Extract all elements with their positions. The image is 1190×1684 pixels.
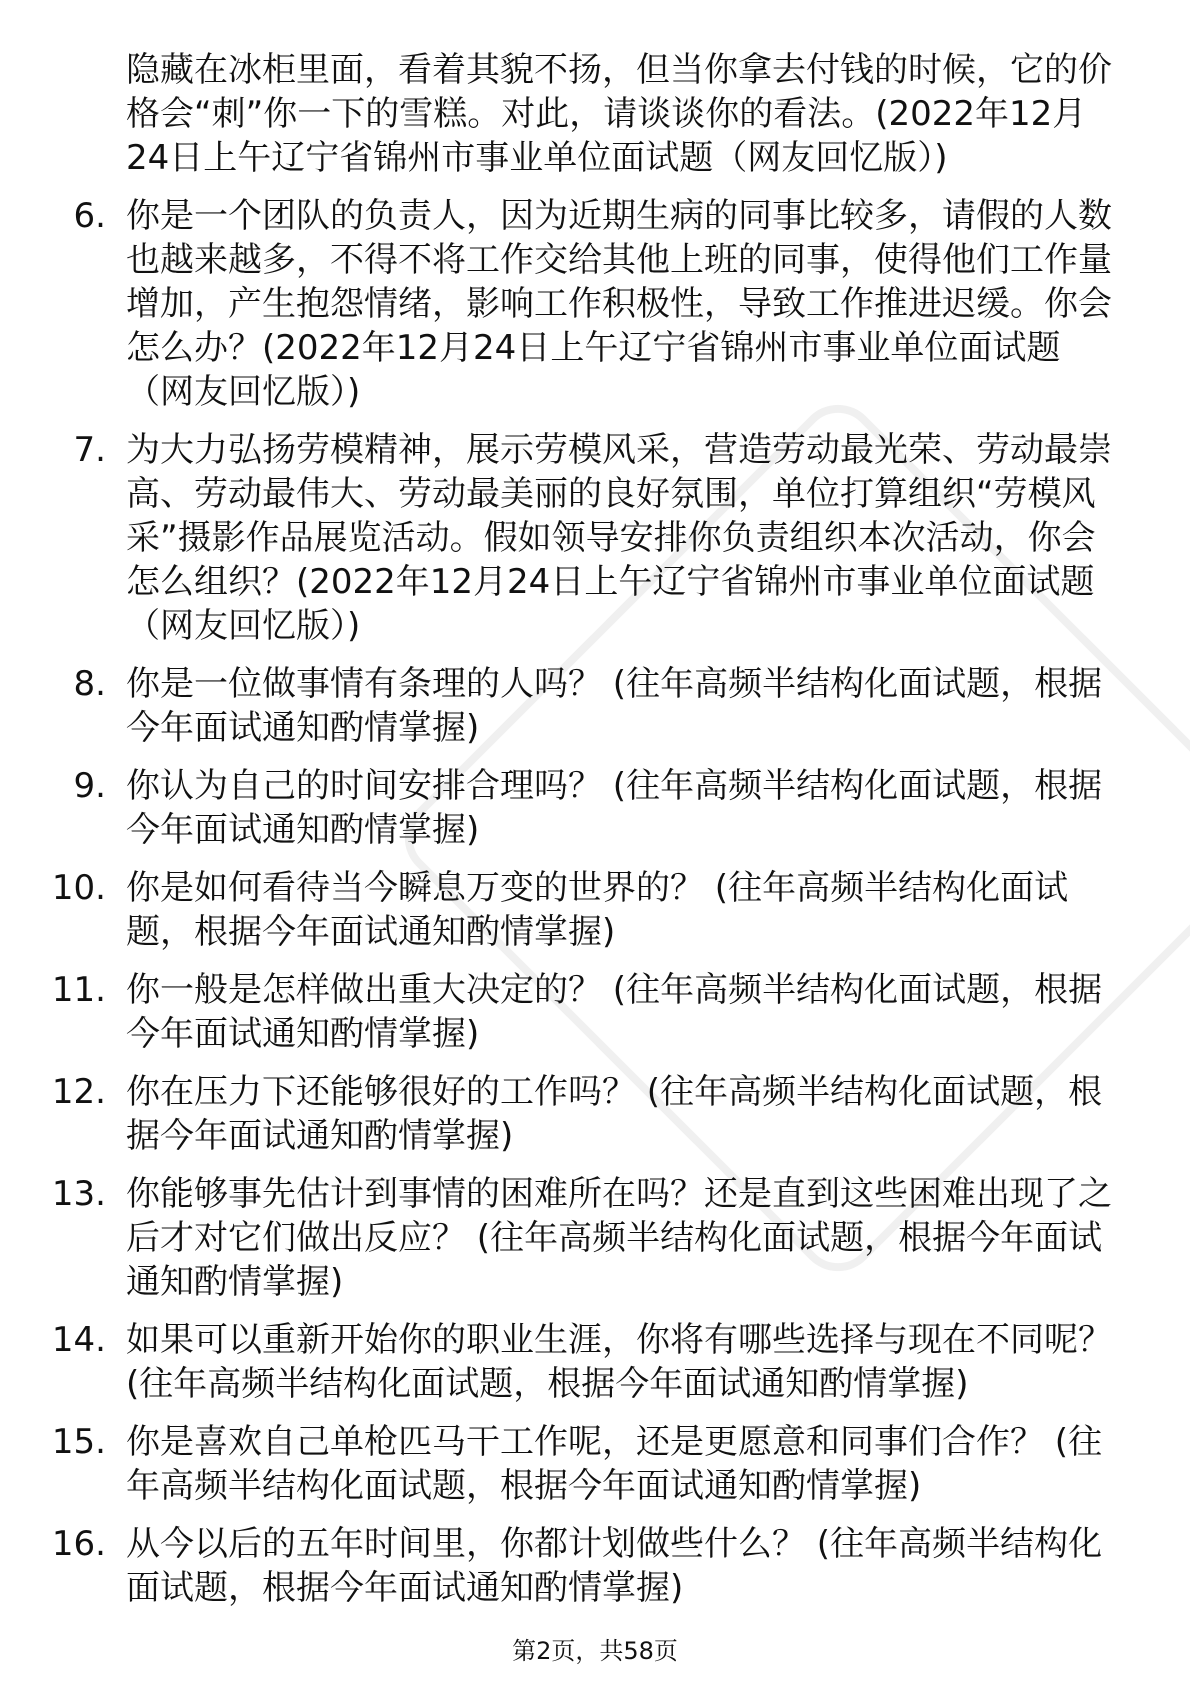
- question-text: 你认为自己的时间安排合理吗？ (往年高频半结构化面试题，根据今年面试通知酌情掌握): [126, 766, 1103, 850]
- question-item-13: [0, 1172, 1126, 1304]
- question-number: 6.: [73, 196, 106, 236]
- question-number: 14.: [51, 1320, 106, 1360]
- question-number: 8.: [73, 664, 106, 704]
- question-number: 15.: [51, 1422, 106, 1462]
- question-number: 11.: [51, 970, 106, 1010]
- question-number: 9.: [73, 766, 106, 806]
- question-item-12: [0, 1070, 1126, 1158]
- question-item-6: [0, 194, 1126, 414]
- question-number: 10.: [51, 868, 106, 908]
- question-number: 7.: [73, 430, 106, 470]
- question-item-16: [0, 1522, 1126, 1610]
- page-footer: [0, 1636, 1190, 1666]
- question-text: 你是如何看待当今瞬息万变的世界的？ (往年高频半结构化面试题，根据今年面试通知酌情掌握): [126, 868, 1069, 952]
- question-text: 你是一个团队的负责人，因为近期生病的同事比较多，请假的人数也越来越多，不得不将工作交给其他上班的同事，使得他们工作量增加，产生抱怨情绪，影响工作积极性，导致工作推进迟缓。你会怎么办？(2022年12月24日上午辽宁省锦州市事业单位面试题（网友回忆版）): [126, 196, 1112, 412]
- question-text: 你是一位做事情有条理的人吗？ (往年高频半结构化面试题，根据今年面试通知酌情掌握): [126, 664, 1103, 748]
- question-text: 你在压力下还能够很好的工作吗？ (往年高频半结构化面试题，根据今年面试通知酌情掌握): [126, 1072, 1103, 1156]
- question-text: 如果可以重新开始你的职业生涯，你将有哪些选择与现在不同呢？ (往年高频半结构化面试题，根据今年面试通知酌情掌握): [126, 1320, 1112, 1404]
- question-item-10: [0, 866, 1126, 954]
- question-text: 为大力弘扬劳模精神，展示劳模风采，营造劳动最光荣、劳动最崇高、劳动最伟大、劳动最美丽的良好氛围，单位打算组织“劳模风采”摄影作品展览活动。假如领导安排你负责组织本次活动，你会怎么组织？(2022年12月24日上午辽宁省锦州市事业单位面试题（网友回忆版）): [126, 430, 1112, 646]
- question-number: 16.: [51, 1524, 106, 1564]
- question-text: 你是喜欢自己单枪匹马干工作呢，还是更愿意和同事们合作？ (往年高频半结构化面试题，根据今年面试通知酌情掌握): [126, 1422, 1103, 1506]
- question-text: 你一般是怎样做出重大决定的？ (往年高频半结构化面试题，根据今年面试通知酌情掌握): [126, 970, 1103, 1054]
- continued-paragraph: 隐藏在冰柜里面，看着其貌不扬，但当你拿去付钱的时候，它的价格会“刺”你一下的雪糕。对此，请谈谈你的看法。(2022年12月24日上午辽宁省锦州市事业单位面试题（网友回忆版）): [126, 50, 1112, 178]
- question-item-9: [0, 764, 1126, 852]
- document-body: [0, 48, 1190, 1610]
- question-number: 12.: [51, 1072, 106, 1112]
- question-text: 你能够事先估计到事情的困难所在吗？还是直到这些困难出现了之后才对它们做出反应？ (往年高频半结构化面试题，根据今年面试通知酌情掌握): [126, 1174, 1112, 1302]
- question-text: 从今以后的五年时间里，你都计划做些什么？ (往年高频半结构化面试题，根据今年面试通知酌情掌握): [126, 1524, 1103, 1608]
- question-item-8: [0, 662, 1126, 750]
- question-item-11: [0, 968, 1126, 1056]
- question-item-14: [0, 1318, 1126, 1406]
- page-number-label: 第2页，共58页: [512, 1637, 678, 1665]
- question-number: 13.: [51, 1174, 106, 1214]
- question-item-15: [0, 1420, 1126, 1508]
- question-item-7: [0, 428, 1126, 648]
